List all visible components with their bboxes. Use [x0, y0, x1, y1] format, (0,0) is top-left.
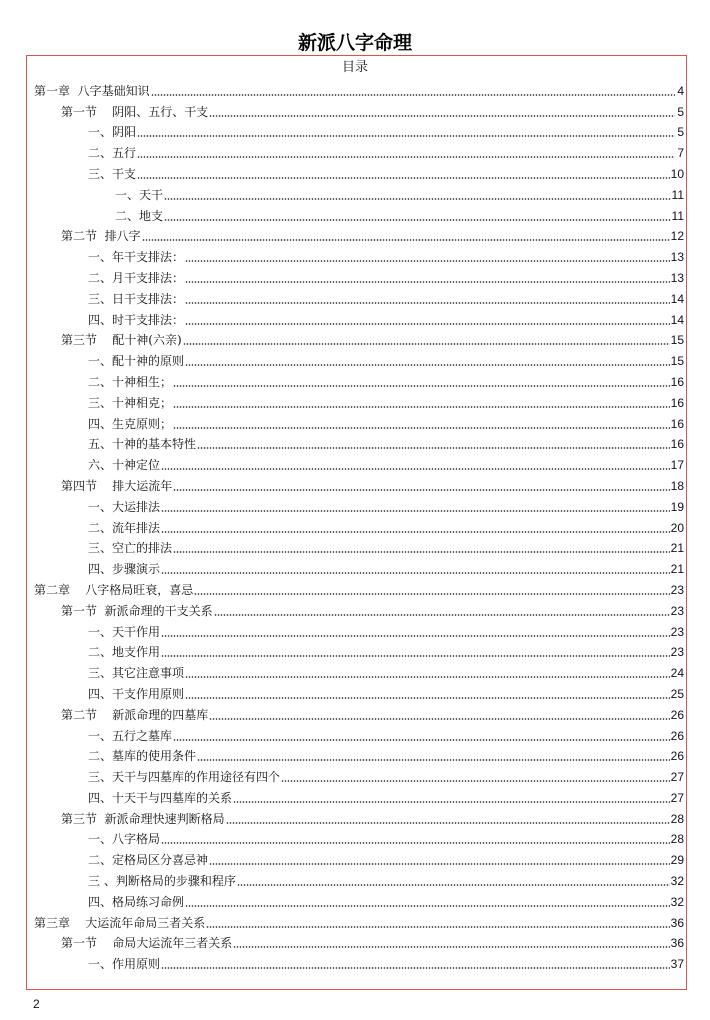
toc-entry-page: 26 [670, 749, 684, 764]
toc-dot-leader [185, 260, 670, 262]
toc-entry-page: 13 [670, 270, 684, 285]
toc-dot-leader [137, 156, 675, 158]
toc-entry[interactable] [34, 77, 684, 98]
toc-entry[interactable] [34, 139, 684, 160]
toc-entry-page: 23 [670, 582, 684, 597]
toc-dot-leader [161, 572, 670, 574]
toc-entry-label: 第一节 新派命理的干支关系 [61, 603, 213, 618]
toc-dot-leader [185, 323, 670, 325]
toc-entry-page: 10 [670, 166, 684, 181]
toc-entry[interactable] [34, 950, 684, 971]
toc-entry-page: 17 [670, 458, 684, 473]
toc-entry-label: 三、天干与四墓库的作用途径有四个 [88, 770, 281, 785]
toc-entry-label: 四、格局练习命例 [88, 894, 185, 909]
toc-heading: 目录 [341, 60, 368, 75]
toc-dot-leader [185, 676, 670, 678]
toc-entry[interactable] [34, 451, 684, 472]
toc-dot-leader [233, 946, 669, 948]
toc-entry[interactable] [34, 618, 684, 639]
toc-entry-label: 四、干支作用原则 [88, 686, 185, 701]
toc-entry-label: 一、天干 [115, 187, 164, 202]
toc-dot-leader [185, 302, 670, 304]
toc-dot-leader [164, 219, 671, 221]
toc-entry-label: 第二节 排八字 [61, 229, 141, 244]
toc-dot-leader [209, 863, 670, 865]
toc-entry[interactable] [34, 743, 684, 764]
toc-entry-label: 第一章 八字基础知识 [34, 83, 150, 98]
toc-dot-leader [237, 884, 670, 886]
toc-dot-leader [161, 967, 670, 969]
toc-entry[interactable] [34, 306, 684, 327]
toc-entry-label: 三、其它注意事项 [88, 666, 185, 681]
toc-dot-leader [173, 427, 670, 429]
toc-entry-label: 第四节 排大运流年 [61, 478, 173, 493]
toc-entry-page: 16 [670, 416, 684, 431]
toc-entry[interactable] [34, 410, 684, 431]
toc-entry-label: 三、干支 [88, 166, 137, 181]
toc-entry-label: 二、定格局区分喜忌神 [88, 853, 209, 868]
toc-entry[interactable] [34, 763, 684, 784]
toc-entry[interactable] [34, 930, 684, 951]
toc-entry-page: 11 [671, 208, 684, 223]
toc-entry-label: 一、阴阳 [88, 125, 137, 140]
toc-entry-label: 第三节 新派命理快速判断格局 [61, 811, 225, 826]
toc-dot-leader [142, 239, 670, 241]
toc-entry-page: 26 [670, 728, 684, 743]
toc-entry[interactable] [34, 597, 684, 618]
toc-entry[interactable] [34, 98, 684, 119]
toc-entry[interactable] [34, 264, 684, 285]
toc-entry-page: 23 [670, 624, 684, 639]
toc-entry-label: 四、时干支排法： [88, 312, 185, 327]
toc-dot-leader [209, 115, 675, 117]
toc-entry-label: 一、大运排法 [88, 499, 161, 514]
toc-dot-leader [226, 822, 670, 824]
toc-entry-page: 25 [670, 686, 684, 701]
toc-dot-leader [173, 739, 670, 741]
toc-entry-page: 15 [670, 333, 684, 348]
toc-dot-leader [233, 801, 670, 803]
toc-entry-page: 13 [670, 250, 684, 265]
toc-entry-page: 5 [677, 104, 684, 119]
toc-entry-label: 第一节 阴阳、五行、干支 [61, 104, 209, 119]
toc-entry-label: 一、作用原则 [88, 957, 161, 972]
toc-entry[interactable] [34, 846, 684, 867]
toc-dot-leader [173, 551, 670, 553]
toc-entry[interactable] [34, 472, 684, 493]
toc-entry-page: 15 [670, 354, 684, 369]
toc-entry-label: 第三章 大运流年命局三者关系 [34, 915, 206, 930]
toc-entry-page: 36 [670, 915, 684, 930]
toc-dot-leader [161, 842, 670, 844]
toc-entry-page: 21 [670, 541, 684, 556]
toc-entry[interactable] [34, 493, 684, 514]
toc-entry-label: 第二章 八字格局旺衰，喜忌 [34, 582, 194, 597]
toc-dot-leader [183, 343, 670, 345]
toc-entry[interactable] [34, 327, 684, 348]
toc-entry-label: 一、天干作用 [88, 624, 161, 639]
toc-dot-leader [164, 198, 671, 200]
toc-entry-label: 五、十神的基本特性 [88, 437, 197, 452]
toc-entry-label: 二、月干支排法： [88, 270, 185, 285]
toc-entry-label: 三、十神相克； [88, 395, 173, 410]
toc-entry[interactable] [34, 680, 684, 701]
toc-dot-leader [197, 447, 670, 449]
toc-entry-page: 20 [670, 520, 684, 535]
toc-entry-page: 19 [670, 499, 684, 514]
toc-entry-page: 36 [670, 936, 684, 951]
toc-entry[interactable] [34, 701, 684, 722]
toc-entry[interactable] [34, 555, 684, 576]
toc-entry-page: 37 [670, 957, 684, 972]
toc-entry-page: 32 [670, 874, 684, 889]
toc-entry-label: 一、八字格局 [88, 832, 161, 847]
toc-entry-label: 三 、判断格局的步骤和程序 [88, 874, 236, 889]
document-title: 新派八字命理 [297, 32, 412, 54]
toc-entry[interactable] [34, 202, 684, 223]
toc-entry-page: 11 [671, 187, 684, 202]
toc-entry[interactable] [34, 576, 684, 597]
toc-entry-page: 21 [670, 562, 684, 577]
toc-entry-label: 六、十神定位 [88, 458, 161, 473]
toc-entry[interactable] [34, 368, 684, 389]
toc-dot-leader [206, 926, 669, 928]
toc-entry-page: 32 [670, 894, 684, 909]
toc-entry[interactable] [34, 119, 684, 140]
toc-entry-label: 第三节 配十神(六亲) [61, 333, 182, 348]
toc-entry-page: 14 [670, 312, 684, 327]
toc-entry-page: 28 [670, 811, 684, 826]
toc-entry-label: 三、空亡的排法 [88, 541, 173, 556]
toc-entry-label: 一、配十神的原则 [88, 354, 185, 369]
toc-entry[interactable] [34, 867, 684, 888]
toc-entry[interactable] [34, 826, 684, 847]
toc-entry-page: 16 [670, 374, 684, 389]
toc-entry-label: 二、流年排法 [88, 520, 161, 535]
toc-entry[interactable] [34, 223, 684, 244]
toc-entry-page: 18 [670, 478, 684, 493]
toc-dot-leader [185, 281, 670, 283]
toc-entry-page: 23 [670, 603, 684, 618]
toc-entry-page: 27 [670, 790, 684, 805]
toc-entry-page: 5 [677, 125, 684, 140]
toc-entry-label: 一、年干支排法： [88, 250, 185, 265]
toc-dot-leader [281, 780, 670, 782]
toc-dot-leader [161, 531, 670, 533]
toc-dot-leader [161, 635, 670, 637]
toc-dot-leader [173, 406, 670, 408]
toc-entry-page: 26 [670, 707, 684, 722]
toc-entry[interactable] [34, 285, 684, 306]
toc-entry-page: 16 [670, 395, 684, 410]
toc-entry-label: 二、五行 [88, 146, 137, 161]
toc-entry[interactable] [34, 389, 684, 410]
toc-entry[interactable] [34, 243, 684, 264]
toc-entry-page: 28 [670, 832, 684, 847]
toc-dot-leader [209, 718, 669, 720]
toc-entry[interactable] [34, 514, 684, 535]
toc-entry[interactable] [34, 181, 684, 202]
toc-entry-label: 第二节 新派命理的四墓库 [61, 707, 209, 722]
toc-entry-label: 第一节 命局大运流年三者关系 [61, 936, 233, 951]
toc-entry-label: 四、步骤演示 [88, 562, 161, 577]
toc-dot-leader [194, 593, 669, 595]
toc-entry-label: 二、地支作用 [88, 645, 161, 660]
toc-entry[interactable] [34, 722, 684, 743]
toc-entry[interactable] [34, 909, 684, 930]
toc-dot-leader [185, 697, 670, 699]
toc-entry-label: 四、十天干与四墓库的关系 [88, 790, 233, 805]
toc-entry[interactable] [34, 535, 684, 556]
toc-entry-label: 一、五行之墓库 [88, 728, 173, 743]
toc-entry-label: 三、日干支排法： [88, 291, 185, 306]
toc-entry-label: 二、十神相生； [88, 374, 173, 389]
toc-entry[interactable] [34, 160, 684, 181]
page-number: 2 [33, 997, 40, 1011]
toc-dot-leader [173, 489, 669, 491]
toc-entry-label: 二、地支 [115, 208, 164, 223]
toc-dot-leader [137, 177, 670, 179]
toc-dot-leader [161, 510, 670, 512]
toc-dot-leader [161, 468, 670, 470]
toc-entry[interactable] [34, 805, 684, 826]
toc-entry-page: 27 [670, 770, 684, 785]
toc-entry[interactable] [34, 888, 684, 909]
toc-dot-leader [161, 655, 670, 657]
toc-dot-leader [151, 94, 675, 96]
toc-dot-leader [185, 905, 670, 907]
toc-entry[interactable] [34, 784, 684, 805]
toc-entry-page: 29 [670, 853, 684, 868]
toc-entry-page: 14 [670, 291, 684, 306]
table-of-contents [34, 77, 684, 971]
toc-entry[interactable] [34, 347, 684, 368]
toc-entry[interactable] [34, 431, 684, 452]
toc-dot-leader [197, 759, 670, 761]
toc-entry-page: 23 [670, 645, 684, 660]
toc-dot-leader [137, 135, 675, 137]
toc-entry[interactable] [34, 659, 684, 680]
toc-entry-page: 4 [677, 83, 684, 98]
toc-entry-page: 7 [677, 146, 684, 161]
toc-entry-label: 四、生克原则； [88, 416, 173, 431]
toc-entry[interactable] [34, 639, 684, 660]
toc-dot-leader [214, 614, 670, 616]
toc-entry-page: 24 [670, 666, 684, 681]
toc-dot-leader [185, 364, 670, 366]
toc-entry-page: 12 [670, 229, 684, 244]
toc-dot-leader [173, 385, 670, 387]
toc-entry-page: 16 [670, 437, 684, 452]
toc-entry-label: 二、墓库的使用条件 [88, 749, 197, 764]
